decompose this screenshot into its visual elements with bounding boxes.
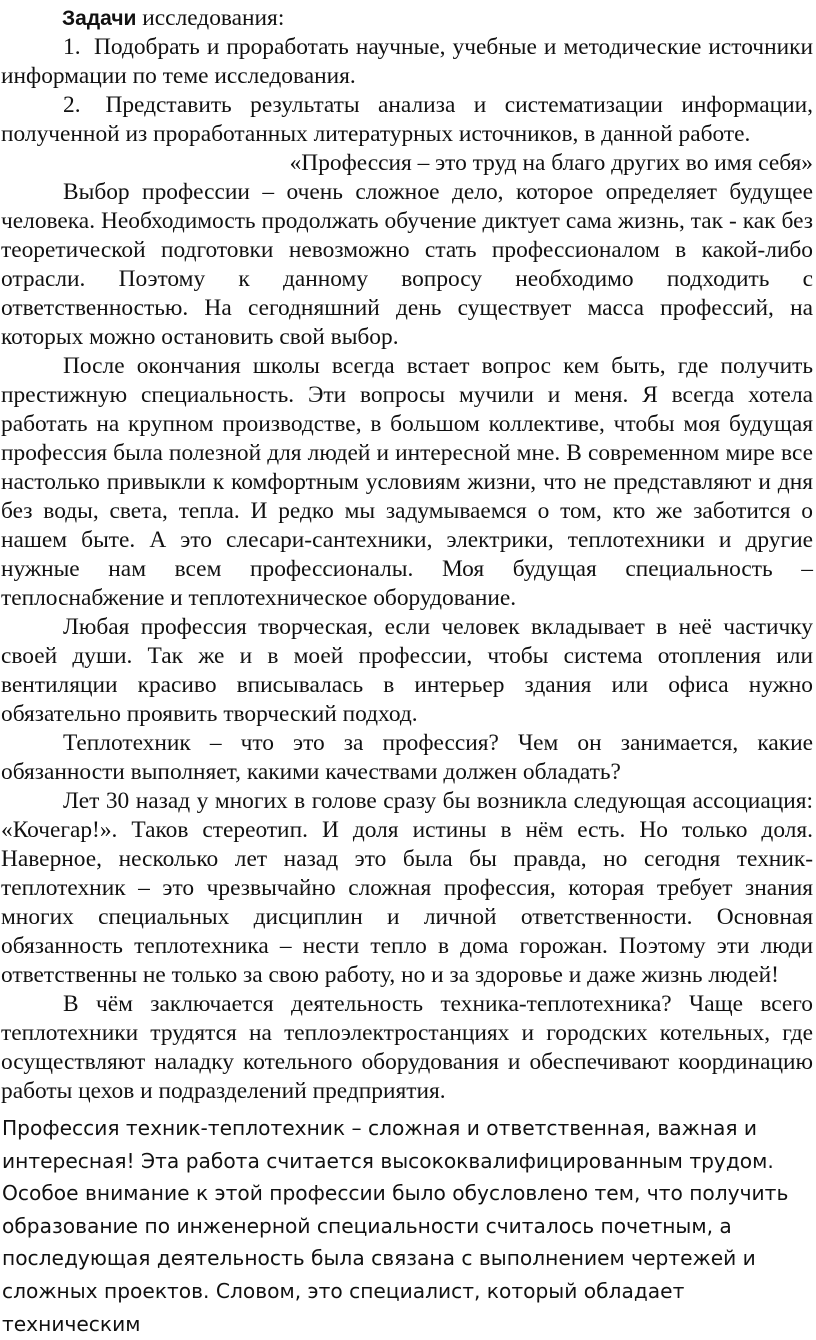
paragraph-6: В чём заключается деятельность техника-теплотехника? Чаще всего теплотехники трудятся на теплоэлектростанциях и городских котельных, где осуществляют наладку котельного оборудования и обеспечивают координацию работы цехов и подразделений предприятия. — [1, 991, 813, 1104]
task-item-1 — [0, 33, 816, 91]
sans-paragraph: Профессия техник-теплотехник – сложная и ответственная, важная и интересная! Эта работа считается высококвалифицированным трудом. Особое внимание к этой профессии было обусловлено тем, что получить образование по инженерной специальности считалось почетным, а последующая деятельность была связана с выполнением чертежей и сложных проектов. Словом, это специалист, который обладает техническим — [2, 1116, 789, 1336]
paragraph-5: Лет 30 назад у многих в голове сразу бы возникла следующая ассоциация: «Кочегар!». Таков стереотип. И доля истины в нём есть. Но только доля. Наверное, несколько лет назад это была бы правда, но сегодня техник-теплотехник – это чрезвычайно сложная профессия, которая требует знания многих специальных дисциплин и личной ответственности. Основная обязанность теплотехника – нести тепло в дома горожан. Поэтому эти люди ответственны не только за свою работу, но и за здоровье и даже жизнь людей! — [1, 788, 813, 988]
sans-text-block — [0, 1112, 816, 1340]
tasks-heading-rest: исследования: — [136, 5, 285, 31]
paragraph-2: После окончания школы всегда встает вопрос кем быть, где получить престижную специальность. Эти вопросы мучили и меня. Я всегда хотела работать на крупном производстве, в большом коллективе, чтобы моя будущая профессия была полезной для людей и интересной мне. В современном мире все настолько привыкли к комфортным условиям жизни, что не представляют и дня без воды, света, тепла. И редко мы задумываемся о том, кто же заботится о нашем быте. А это слесари-сантехники, электрики, теплотехники и другие нужные нам всем профессионалы. Моя будущая специальность – теплоснабжение и теплотехническое оборудование. — [1, 353, 813, 611]
paragraph-1: Выбор профессии – очень сложное дело, которое определяет будущее человека. Необходимость продолжать обучение диктует сама жизнь, так - как без теоретической подготовки невозможно стать профессионалом в какой-либо отрасли. Поэтому к данному вопросу необходимо подходить с ответственностью. На сегодняшний день существует масса профессий, на которых можно остановить свой выбор. — [1, 179, 813, 350]
task-text-1: Подобрать и проработать научные, учебные и методические источники информации по теме исследования. — [1, 34, 813, 89]
paragraph-3: Любая профессия творческая, если человек вкладывает в неё частичку своей души. Так же и в моей профессии, чтобы система отопления или вентиляции красиво вписывалась в интерьер здания или офиса нужно обязательно проявить творческий подход. — [1, 614, 813, 727]
serif-text-block — [0, 4, 816, 1106]
task-item-2 — [0, 91, 816, 149]
task-number-2: 2. — [63, 92, 81, 118]
tasks-heading — [0, 4, 816, 33]
task-number-1: 1. — [63, 34, 81, 60]
paragraph-4: Теплотехник – что это за профессия? Чем он занимается, какие обязанности выполняет, какими качествами должен обладать? — [1, 730, 813, 785]
task-text-2: Представить результаты анализа и систематизации информации, полученной из проработанных литературных источников, в данной работе. — [1, 92, 813, 147]
tasks-heading-bold: Задачи — [62, 7, 137, 30]
epigraph-quote: «Профессия – это труд на благо других во имя себя» — [289, 150, 813, 176]
